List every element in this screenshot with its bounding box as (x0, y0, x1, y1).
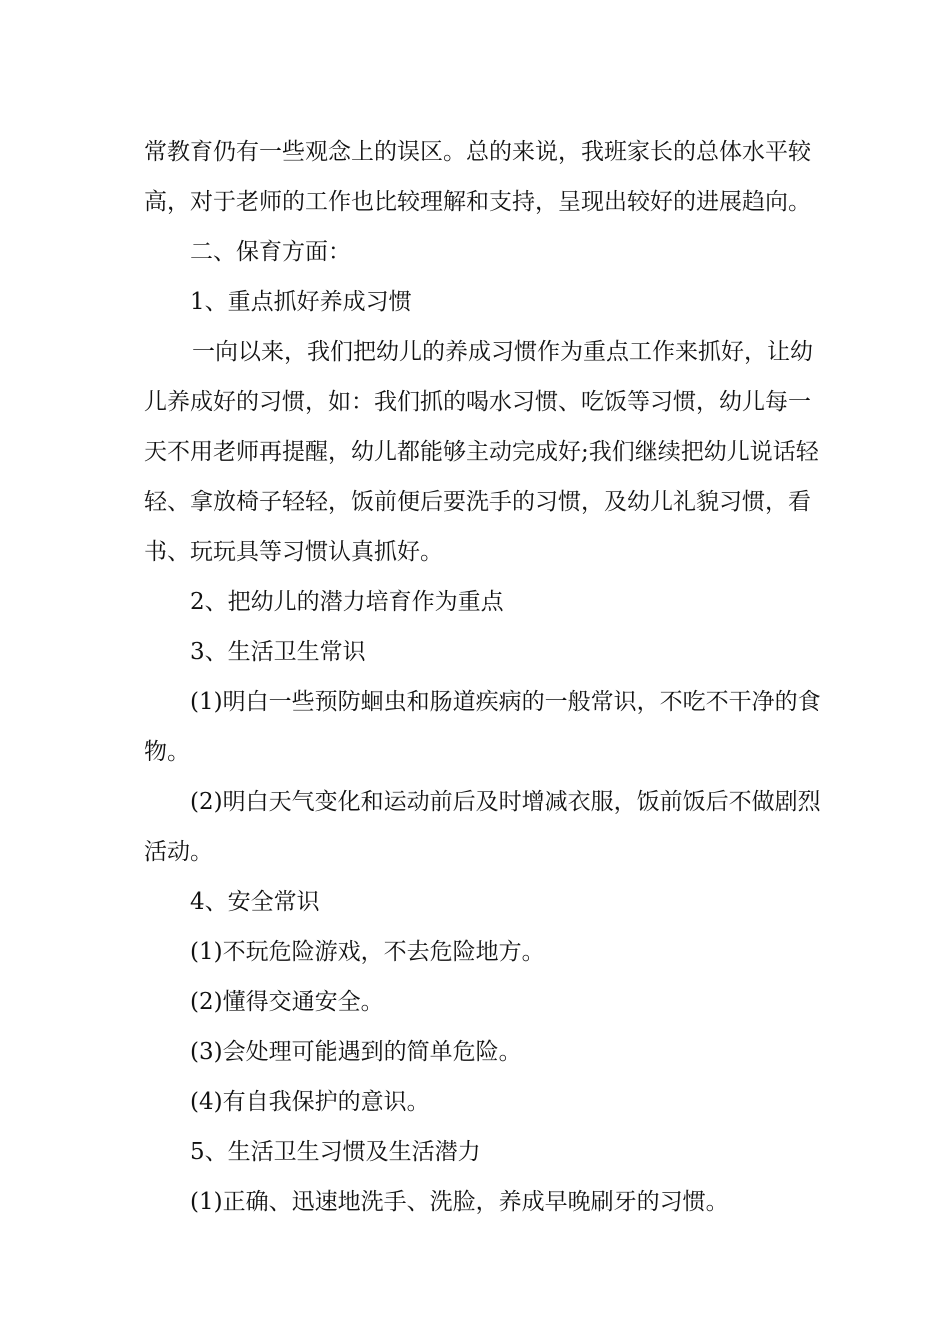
subsection-heading: 5、生活卫生习惯及生活潜力 (190, 1139, 481, 1165)
paragraph-line: 儿养成好的习惯，如：我们抓的喝水习惯、吃饭等习惯，幼儿每一 (144, 389, 811, 415)
paragraph-line: 高，对于老师的工作也比较理解和支持，呈现出较好的进展趋向。 (144, 189, 811, 215)
list-item: (2)明白天气变化和运动前后及时增减衣服，饭前饭后不做剧烈 (190, 789, 821, 815)
list-item-continuation: 物。 (144, 739, 190, 765)
paragraph-line: 书、玩玩具等习惯认真抓好。 (144, 539, 443, 565)
list-item: (1)正确、迅速地洗手、洗脸，养成早晚刷牙的习惯。 (190, 1189, 729, 1215)
subsection-heading: 1、重点抓好养成习惯 (190, 289, 412, 315)
paragraph-line: 轻、拿放椅子轻轻，饭前便后要洗手的习惯，及幼儿礼貌习惯，看 (144, 489, 811, 515)
subsection-heading: 2、把幼儿的潜力培育作为重点 (190, 589, 504, 615)
list-item: (1)不玩危险游戏，不去危险地方。 (190, 939, 545, 965)
paragraph-line: 一向以来，我们把幼儿的养成习惯作为重点工作来抓好，让幼 (192, 339, 813, 365)
subsection-heading: 3、生活卫生常识 (190, 639, 366, 665)
list-item: (3)会处理可能遇到的简单危险。 (190, 1039, 522, 1065)
list-item: (4)有自我保护的意识。 (190, 1089, 430, 1115)
list-item: (2)懂得交通安全。 (190, 989, 384, 1015)
subsection-heading: 4、安全常识 (190, 889, 320, 915)
paragraph-line: 天不用老师再提醒，幼儿都能够主动完成好;我们继续把幼儿说话轻 (144, 439, 819, 465)
paragraph-line: 常教育仍有一些观念上的误区。总的来说，我班家长的总体水平较 (144, 139, 811, 165)
list-item-continuation: 活动。 (144, 839, 213, 865)
section-heading: 二、保育方面： (190, 239, 351, 265)
list-item: (1)明白一些预防蛔虫和肠道疾病的一般常识，不吃不干净的食 (190, 689, 821, 715)
